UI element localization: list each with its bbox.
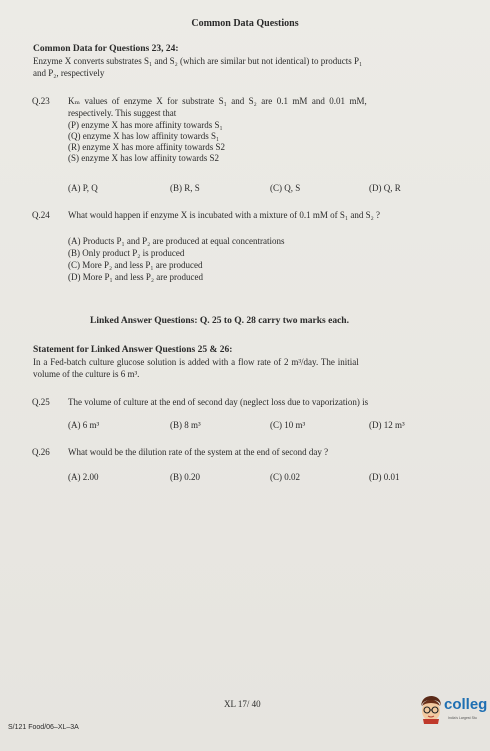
- q24-option-a: (A) Products P₁ and P₂ are produced at equal concentrations: [68, 236, 285, 246]
- q23-text-line-1: Kₘ values of enzyme X for substrate S₁ and S₂ are 0.1 mM and 0.01 mM,: [68, 96, 367, 106]
- statement-line-2: volume of the culture is 6 m³.: [33, 369, 140, 379]
- q23-text-line-2: respectively. This suggest that: [68, 108, 177, 118]
- q26-option-a: (A) 2.00: [68, 472, 99, 482]
- q26-option-b: (B) 0.20: [170, 472, 200, 482]
- collegedunia-logo: [418, 690, 490, 734]
- q24-option-c: (C) More P₂ and less P₁ are produced: [68, 260, 203, 270]
- question-number-26: Q.26: [32, 447, 50, 457]
- q25-text: The volume of culture at the end of second day (neglect loss due to vaporization) is: [68, 397, 369, 407]
- page-title: Common Data Questions: [191, 18, 299, 29]
- q23-statement-p: (P) enzyme X has more affinity towards S₁: [68, 120, 223, 130]
- q26-text: What would be the dilution rate of the system at the end of second day ?: [68, 447, 329, 457]
- linked-answer-heading: Linked Answer Questions: Q. 25 to Q. 28 carry two marks each.: [90, 316, 349, 326]
- common-data-line-2: and P₂, respectively: [33, 68, 105, 78]
- q23-statement-s: (S) enzyme X has low affinity towards S2: [68, 153, 220, 163]
- question-number-24: Q.24: [32, 210, 50, 220]
- mascot-face-icon: [418, 694, 444, 724]
- q25-option-c: (C) 10 m³: [270, 420, 306, 430]
- question-number-23: Q.23: [32, 96, 50, 106]
- q23-option-b: (B) R, S: [170, 183, 200, 193]
- q23-option-c: (C) Q, S: [270, 183, 301, 193]
- q25-option-b: (B) 8 m³: [170, 420, 201, 430]
- statement-heading: Statement for Linked Answer Questions 25 & 26:: [33, 345, 233, 355]
- logo-wordmark: colleg: [444, 696, 488, 713]
- q26-option-d: (D) 0.01: [369, 472, 400, 482]
- q25-option-a: (A) 6 m³: [68, 420, 100, 430]
- q23-option-a: (A) P, Q: [68, 183, 98, 193]
- q25-option-d: (D) 12 m³: [369, 420, 405, 430]
- logo-tagline: India's Largest Stu: [448, 716, 477, 720]
- common-data-line-1: Enzyme X converts substrates S₁ and S₂ (which are similar but not identical) to products P₁: [33, 56, 363, 66]
- statement-line-1: In a Fed-batch culture glucose solution is added with a flow rate of 2 m³/day. The initial: [33, 357, 359, 367]
- question-number-25: Q.25: [32, 397, 50, 407]
- q24-option-d: (D) More P₁ and less P₂ are produced: [68, 272, 203, 282]
- q24-text: What would happen if enzyme X is incubated with a mixture of 0.1 mM of S₁ and S₂ ?: [68, 210, 380, 220]
- common-data-heading: Common Data for Questions 23, 24:: [33, 44, 179, 54]
- document-code: S/121 Food/06–XL–3A: [8, 724, 79, 731]
- page-number: XL 17/ 40: [224, 699, 261, 709]
- q26-option-c: (C) 0.02: [270, 472, 300, 482]
- q23-option-d: (D) Q, R: [369, 183, 401, 193]
- q23-statement-q: (Q) enzyme X has low affinity towards S₁: [68, 131, 220, 141]
- q23-statement-r: (R) enzyme X has more affinity towards S2: [68, 142, 226, 152]
- q24-option-b: (B) Only product P₂ is produced: [68, 248, 185, 258]
